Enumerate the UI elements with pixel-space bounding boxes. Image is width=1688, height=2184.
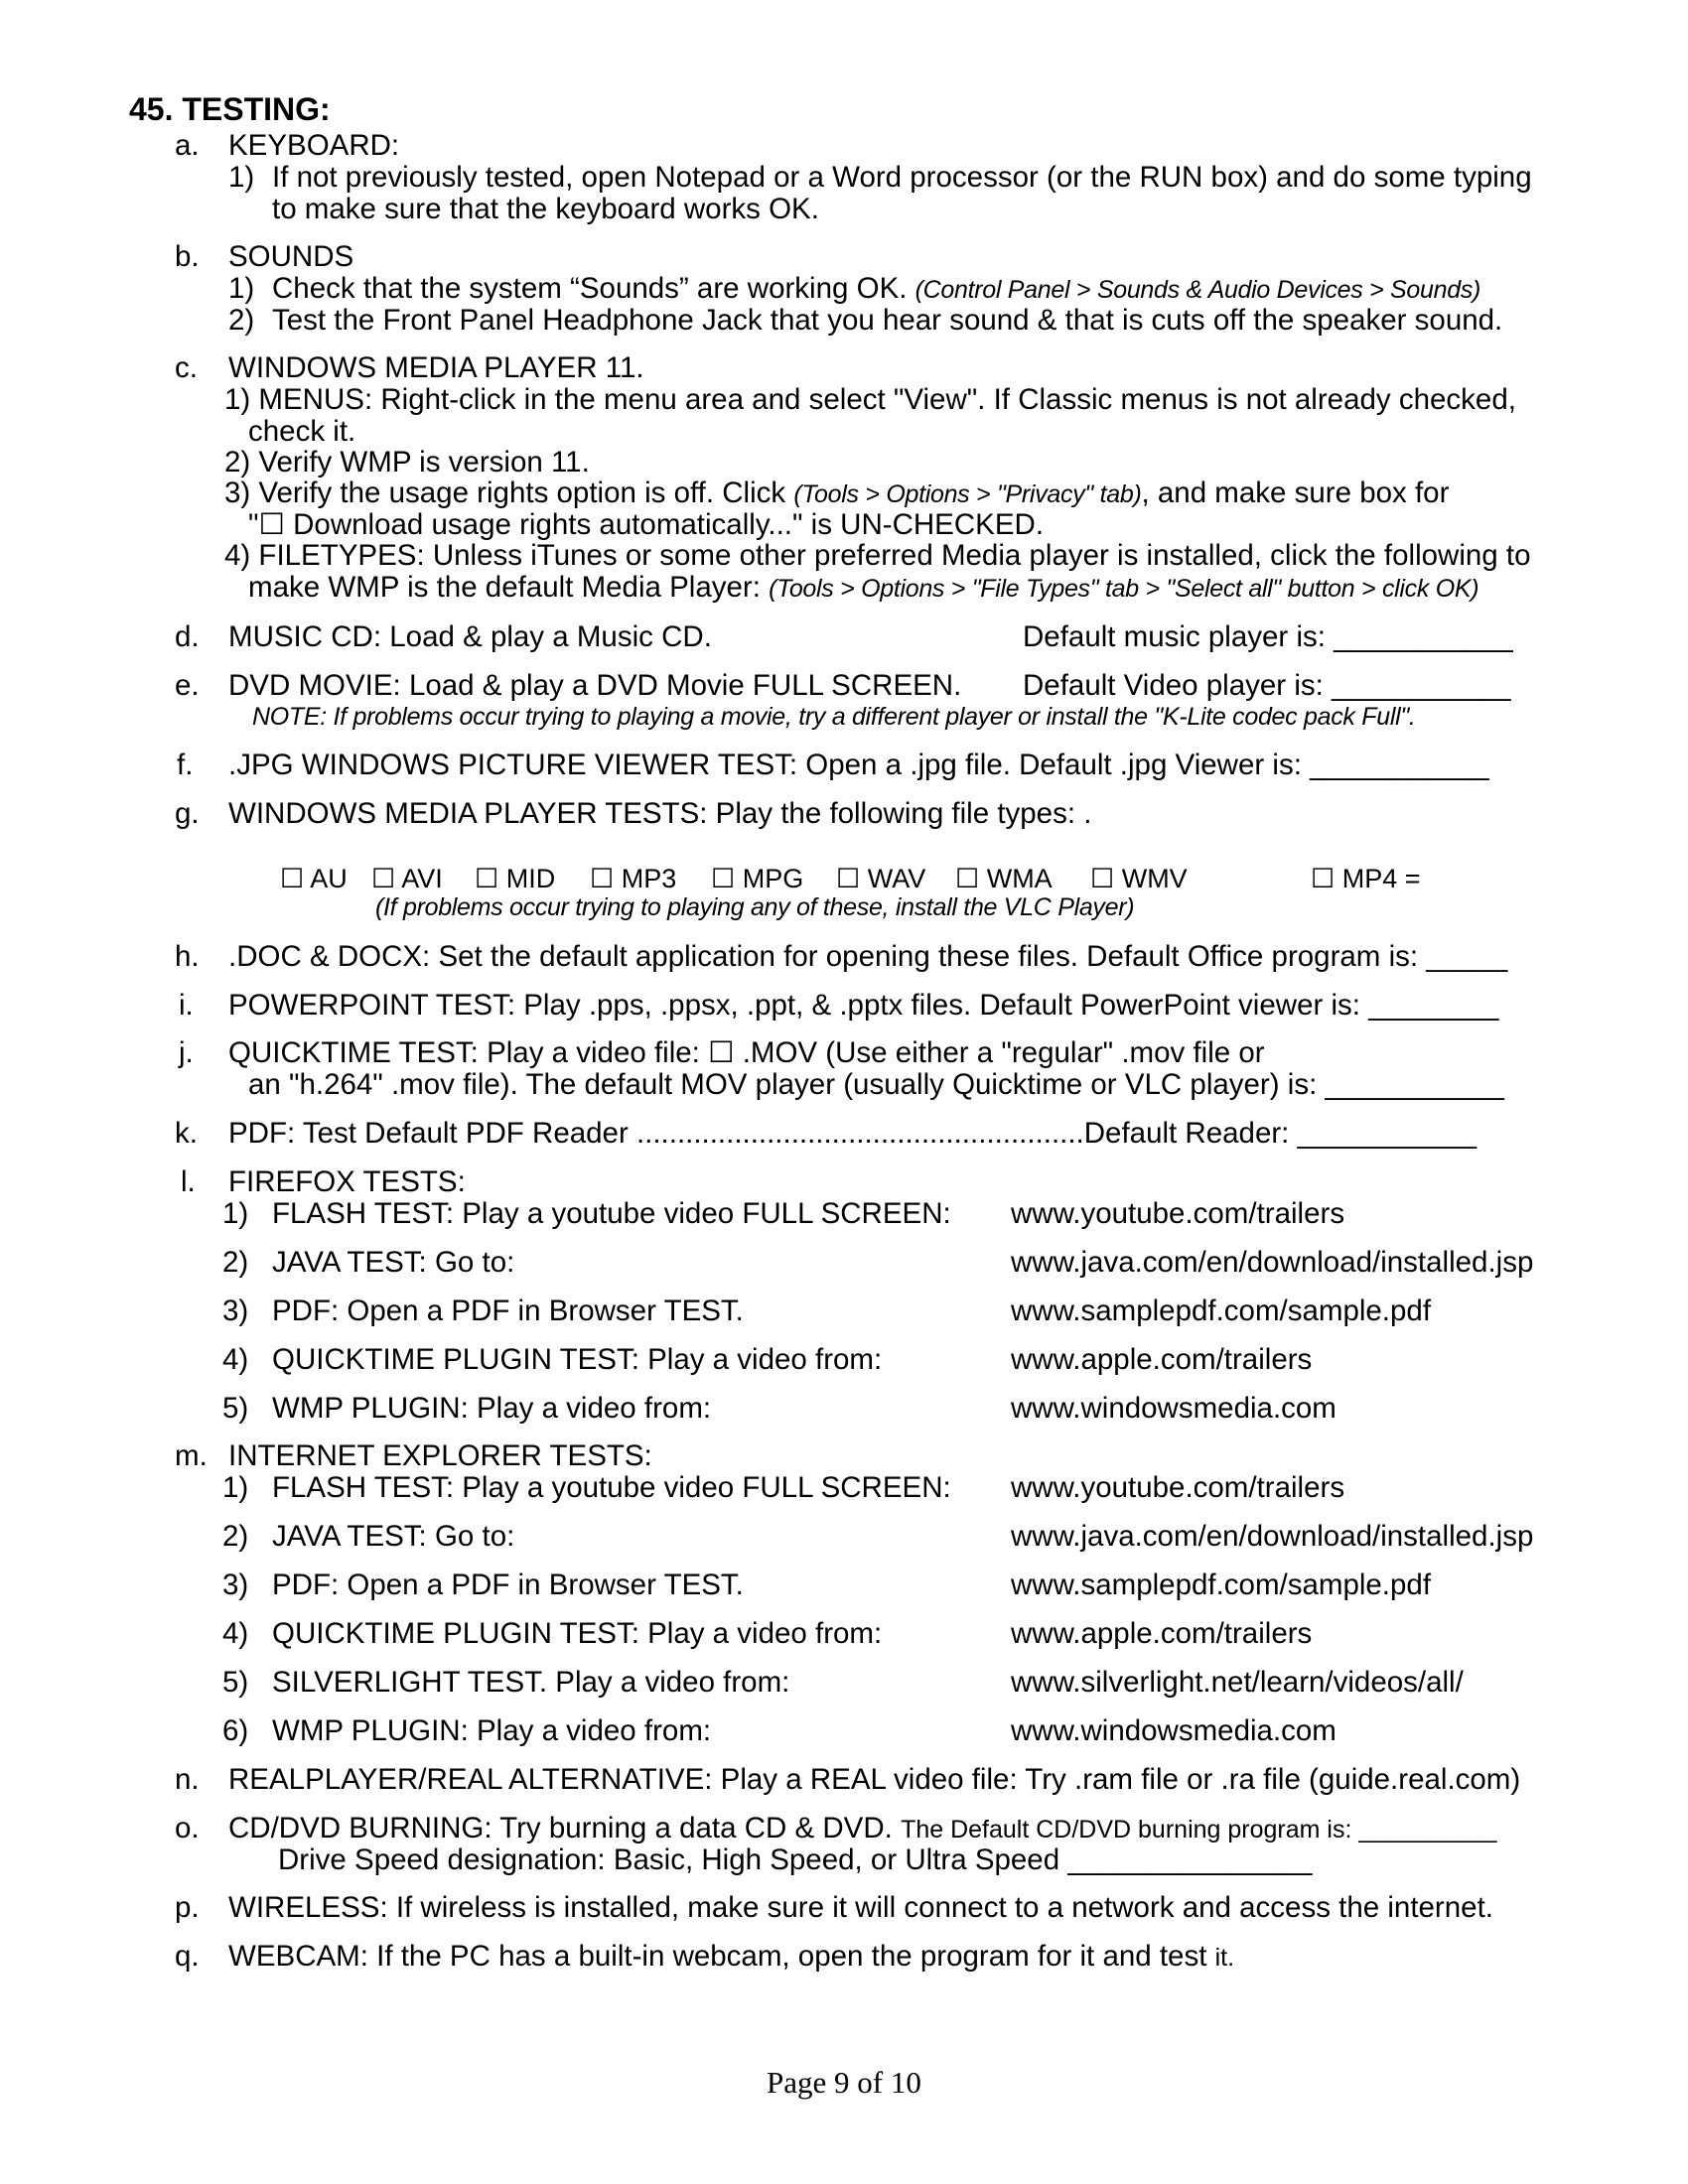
filetype-checkbox-avi[interactable]: ☐ AVI	[371, 864, 443, 893]
step-number: 2)	[222, 1246, 249, 1279]
wmp-tests-text: WINDOWS MEDIA PLAYER TESTS: Play the following file types: .	[228, 797, 1092, 830]
step-number: 1)	[222, 1197, 249, 1230]
step-number: 5)	[222, 1392, 249, 1425]
ie-test-url[interactable]: www.windowsmedia.com	[1011, 1714, 1336, 1747]
step-number: 2)	[228, 304, 255, 337]
wireless-text: WIRELESS: If wireless is installed, make sure it will connect to a network and access the internet.	[228, 1891, 1493, 1924]
filetype-checkbox-mp4[interactable]: ☐ MP4 =	[1311, 864, 1421, 893]
item-letter-f: f.	[177, 749, 194, 781]
ie-test-url[interactable]: www.samplepdf.com/sample.pdf	[1011, 1569, 1432, 1601]
item-letter-i: i.	[179, 989, 194, 1022]
ie-test-url[interactable]: www.apple.com/trailers	[1011, 1617, 1313, 1650]
filetype-checkbox-mid[interactable]: ☐ MID	[475, 864, 556, 893]
firefox-test-label: FLASH TEST: Play a youtube video FULL SCREEN:	[272, 1197, 951, 1230]
item-letter-o: o.	[175, 1812, 200, 1844]
filetype-checkbox-au[interactable]: ☐ AU	[280, 864, 348, 893]
item-letter-l: l.	[181, 1165, 196, 1198]
dvd-movie-text: DVD MOVIE: Load & play a DVD Movie FULL SCREEN.	[228, 669, 962, 702]
item-letter-h: h.	[175, 940, 200, 973]
dvd-note: NOTE: If problems occur trying to playing a movie, try a different player or install the "K-Lite codec pack Full".	[252, 703, 1416, 731]
ie-test-label: WMP PLUGIN: Play a video from:	[272, 1714, 712, 1747]
wmp-step-4-note: (Tools > Options > "File Types" tab > "Select all" button > click OK)	[769, 575, 1479, 603]
step-number: 5)	[222, 1666, 249, 1699]
filetype-checkbox-mpg[interactable]: ☐ MPG	[711, 864, 804, 893]
item-letter-n: n.	[175, 1763, 200, 1796]
wmp-heading: WINDOWS MEDIA PLAYER 11.	[228, 351, 644, 384]
wmp-step-4-text: make WMP is the default Media Player:	[248, 571, 761, 604]
webcam-text-main: WEBCAM: If the PC has a built-in webcam, open the program for it and test	[228, 1940, 1207, 1973]
step-number: 1)	[228, 161, 255, 194]
step-number: 3)	[222, 1569, 249, 1601]
sounds-step-1-note: (Control Panel > Sounds & Audio Devices > Sounds)	[914, 276, 1481, 304]
firefox-test-label: JAVA TEST: Go to:	[272, 1246, 515, 1279]
item-letter-d: d.	[175, 620, 200, 653]
wmp-step-1: 1) MENUS: Right-click in the menu area and select "View". If Classic menus is not already checked,	[224, 383, 1516, 416]
keyboard-step-text-cont: to make sure that the keyboard works OK.	[272, 193, 819, 225]
wmp-step-3-text: 3) Verify the usage rights option is off. Click	[224, 477, 786, 509]
wmp-step-3	[224, 478, 1449, 508]
vlc-note: (If problems occur trying to playing any of these, install the VLC Player)	[375, 893, 1135, 921]
ie-test-label: FLASH TEST: Play a youtube video FULL SCREEN:	[272, 1471, 951, 1504]
ie-heading: INTERNET EXPLORER TESTS:	[228, 1439, 652, 1472]
section-title: 45. TESTING:	[129, 91, 331, 127]
keyboard-step-text: If not previously tested, open Notepad or a Word processor (or the RUN box) and do some typing	[272, 161, 1532, 194]
powerpoint-test-text: POWERPOINT TEST: Play .pps, .ppsx, .ppt, & .pptx files. Default PowerPoint viewer is: ________	[228, 989, 1499, 1022]
firefox-test-url[interactable]: www.youtube.com/trailers	[1011, 1197, 1345, 1230]
firefox-test-url[interactable]: www.windowsmedia.com	[1011, 1392, 1336, 1425]
ie-test-label: SILVERLIGHT TEST. Play a video from:	[272, 1666, 790, 1699]
wmp-step-3-cont: "☐ Download usage rights automatically..." is UN-CHECKED.	[248, 508, 1045, 541]
wmp-step-4-cont	[248, 573, 1478, 603]
item-letter-m: m.	[175, 1439, 208, 1472]
item-letter-q: q.	[175, 1940, 200, 1973]
wmp-step-4: 4) FILETYPES: Unless iTunes or some other preferred Media player is installed, click the following to	[224, 539, 1531, 572]
drive-speed-text: Drive Speed designation: Basic, High Speed, or Ultra Speed _______________	[278, 1843, 1313, 1876]
video-player-field: Default Video player is: ___________	[1023, 669, 1511, 702]
wmp-step-3-text-b: , and make sure box for	[1141, 477, 1450, 509]
step-number: 4)	[222, 1343, 249, 1376]
webcam-text	[228, 1942, 1234, 1972]
filetype-checkbox-wma[interactable]: ☐ WMA	[955, 864, 1053, 893]
item-letter-e: e.	[175, 669, 200, 702]
burning-text	[228, 1814, 1496, 1843]
step-number: 1)	[222, 1471, 249, 1504]
page-number: Page 9 of 10	[767, 2065, 921, 2100]
firefox-test-url[interactable]: www.apple.com/trailers	[1011, 1343, 1313, 1376]
firefox-test-label: QUICKTIME PLUGIN TEST: Play a video from:	[272, 1343, 883, 1376]
ie-test-label: JAVA TEST: Go to:	[272, 1520, 515, 1553]
step-number: 1)	[228, 272, 255, 305]
item-letter-c: c.	[175, 351, 198, 384]
webcam-text-tail: it.	[1214, 1944, 1235, 1972]
burning-default-program: The Default CD/DVD burning program is: __________	[901, 1816, 1497, 1843]
wmp-step-2: 2) Verify WMP is version 11.	[224, 446, 590, 478]
firefox-heading: FIREFOX TESTS:	[228, 1165, 466, 1198]
keyboard-heading: KEYBOARD:	[228, 129, 400, 162]
music-player-field: Default music player is: ___________	[1023, 620, 1513, 653]
item-letter-j: j.	[179, 1036, 194, 1069]
pdf-reader-text: PDF: Test Default PDF Reader .......................................................Default Reader: ___________	[228, 1117, 1477, 1150]
firefox-test-label: PDF: Open a PDF in Browser TEST.	[272, 1295, 744, 1327]
burning-text-main: CD/DVD BURNING: Try burning a data CD & DVD.	[228, 1812, 893, 1844]
filetype-checkbox-wmv[interactable]: ☐ WMV	[1090, 864, 1188, 893]
ie-test-label: PDF: Open a PDF in Browser TEST.	[272, 1569, 744, 1601]
ie-test-url[interactable]: www.youtube.com/trailers	[1011, 1471, 1345, 1504]
filetype-checkbox-wav[interactable]: ☐ WAV	[836, 864, 926, 893]
ie-test-url[interactable]: www.silverlight.net/learn/videos/all/	[1011, 1666, 1464, 1699]
firefox-test-label: WMP PLUGIN: Play a video from:	[272, 1392, 712, 1425]
sounds-step-1	[272, 274, 1480, 304]
jpg-viewer-text: .JPG WINDOWS PICTURE VIEWER TEST: Open a .jpg file. Default .jpg Viewer is: ___________	[228, 749, 1489, 781]
sounds-heading: SOUNDS	[228, 240, 354, 273]
doc-default-text: .DOC & DOCX: Set the default application for opening these files. Default Office program is: _____	[228, 940, 1508, 973]
step-number: 4)	[222, 1617, 249, 1650]
music-cd-text: MUSIC CD: Load & play a Music CD.	[228, 620, 712, 653]
ie-test-label: QUICKTIME PLUGIN TEST: Play a video from:	[272, 1617, 883, 1650]
step-number: 3)	[222, 1295, 249, 1327]
quicktime-test-text-cont: an "h.264" .mov file). The default MOV player (usually Quicktime or VLC player) is: ___________	[248, 1068, 1504, 1101]
realplayer-text: REALPLAYER/REAL ALTERNATIVE: Play a REAL video file: Try .ram file or .ra file (guide.real.com)	[228, 1763, 1521, 1796]
sounds-step-1-text: Check that the system “Sounds” are working OK.	[272, 272, 908, 305]
firefox-test-url[interactable]: www.samplepdf.com/sample.pdf	[1011, 1295, 1432, 1327]
filetype-checkbox-mp3[interactable]: ☐ MP3	[590, 864, 677, 893]
step-number: 2)	[222, 1520, 249, 1553]
item-letter-p: p.	[175, 1891, 200, 1924]
item-letter-a: a.	[175, 129, 200, 162]
quicktime-test-text: QUICKTIME TEST: Play a video file: ☐ .MOV (Use either a "regular" .mov file or	[228, 1036, 1265, 1069]
item-letter-g: g.	[175, 797, 200, 830]
step-number: 6)	[222, 1714, 249, 1747]
wmp-step-1-cont: check it.	[248, 415, 356, 448]
sounds-step-2: Test the Front Panel Headphone Jack that you hear sound & that is cuts off the speaker sound.	[272, 304, 1503, 337]
ie-test-url[interactable]: www.java.com/en/download/installed.jsp	[1011, 1520, 1534, 1553]
wmp-step-3-note: (Tools > Options > "Privacy" tab)	[793, 480, 1142, 508]
firefox-test-url[interactable]: www.java.com/en/download/installed.jsp	[1011, 1246, 1534, 1279]
item-letter-k: k.	[175, 1117, 198, 1150]
item-letter-b: b.	[175, 240, 200, 273]
